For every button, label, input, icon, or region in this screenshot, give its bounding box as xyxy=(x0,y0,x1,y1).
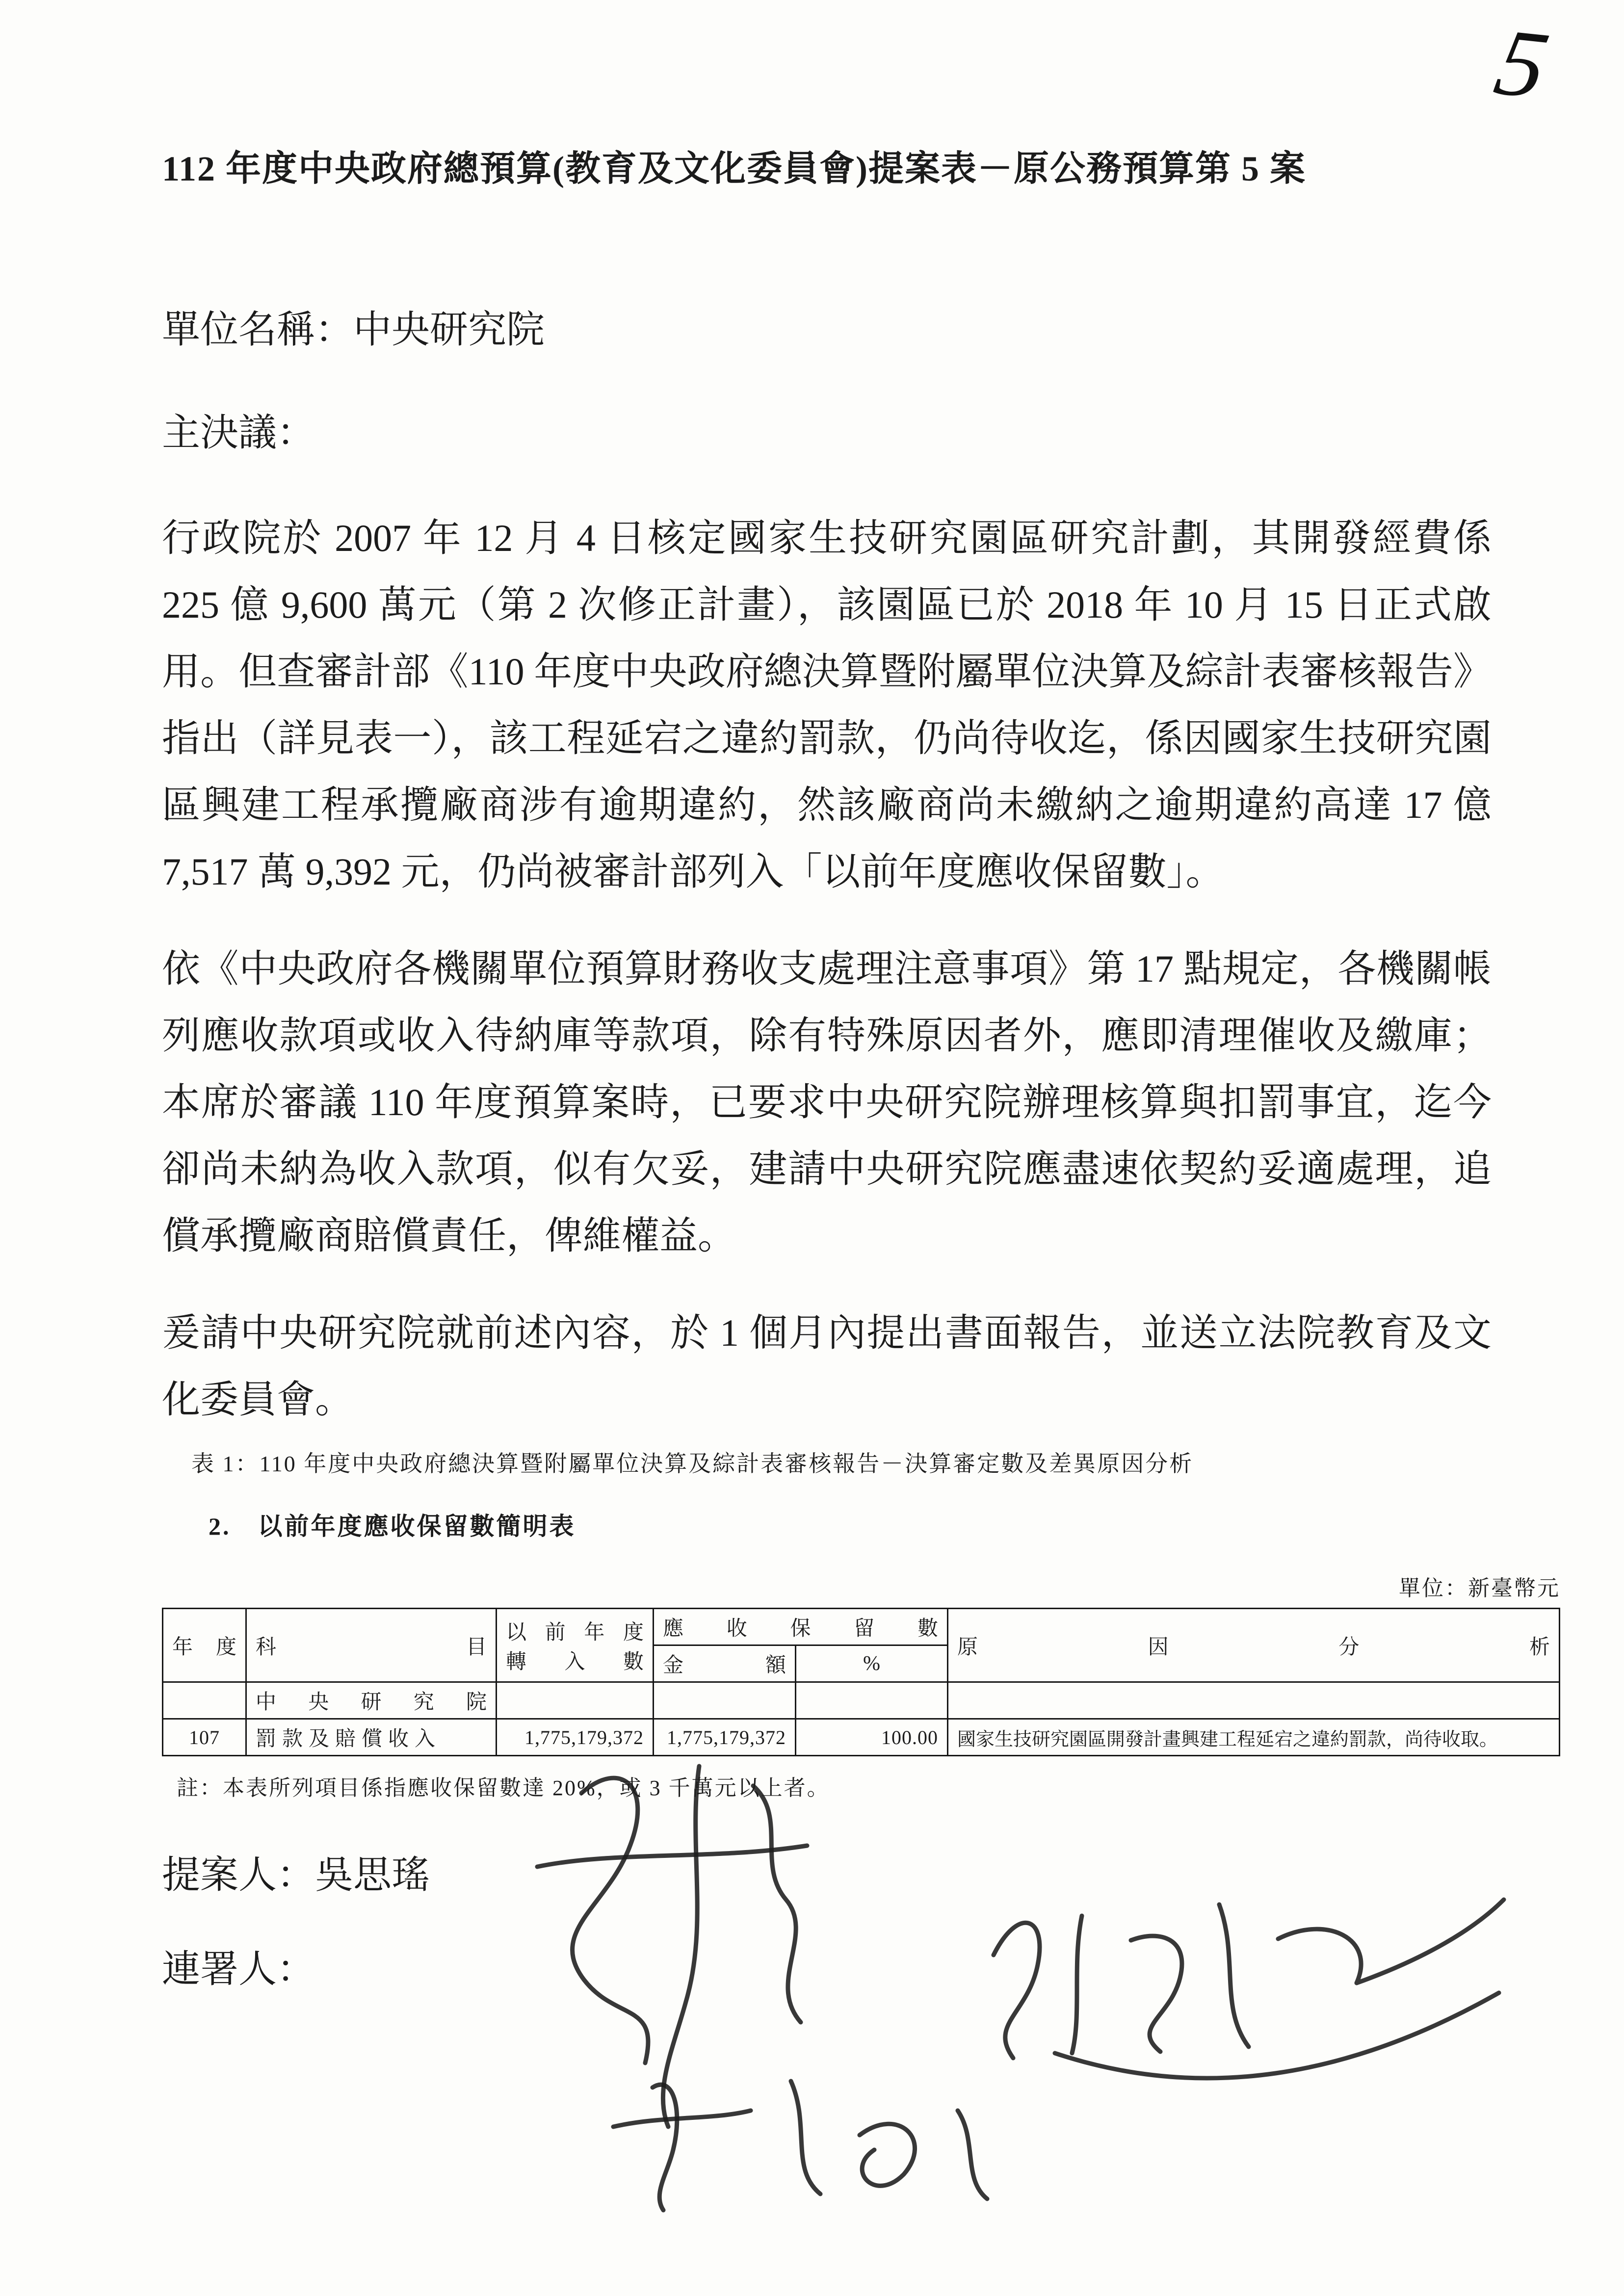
cosigner-line: 連署人： xyxy=(162,1948,315,1990)
header-percent: % xyxy=(796,1645,948,1682)
table-group-row xyxy=(163,1682,1560,1719)
resolution-heading: 主決議： xyxy=(162,411,315,454)
table-cell-empty xyxy=(163,1682,246,1719)
handwritten-page-number: 5 xyxy=(1487,9,1557,119)
cell-prev-year-amount: 1,775,179,372 xyxy=(497,1719,654,1756)
table-cell-empty xyxy=(654,1682,796,1719)
cell-account: 罰款及賠償收入 xyxy=(246,1719,497,1756)
table-section-number: 2. xyxy=(209,1513,231,1540)
unit-name: 單位名稱：中央研究院 xyxy=(162,308,545,351)
paragraph-1: 行政院於 2007 年 12 月 4 日核定國家生技研究園區研究計劃，其開發經費係 225 億 9,600 萬元（第 2 次修正計畫），該園區已於 2018 年 10 月 15 日正式啟用。但查審計部《110 年度中央政府總決算暨附屬單位決算及綜計表審核報告》指出（詳見表一），該工程延宕之違約罰款，仍尚待收迄，係因國家生技研究園區興建工程承攬廠商涉有逾期違約，然該廠商尚未繳納之逾期違約高達 17 億 7,517 萬 9,392 元，仍尚被審計部列入「以前年度應收保留數」。 xyxy=(162,517,1492,893)
group-name-cell: 中央研究院 xyxy=(246,1682,497,1719)
table-caption: 表 1：110 年度中央政府總決算暨附屬單位決算及綜計表審核報告－決算審定數及差異原因分析 xyxy=(191,1451,1194,1476)
header-year: 年度 xyxy=(163,1609,246,1682)
table-header-row-1 xyxy=(163,1609,1560,1645)
text-block xyxy=(162,140,1560,1433)
header-prev-year-amount xyxy=(497,1609,654,1682)
header-amount: 金額 xyxy=(654,1645,796,1682)
table-row xyxy=(163,1719,1560,1756)
currency-note: 單位：新臺幣元 xyxy=(1399,1576,1560,1600)
table-section-title: 以前年度應收保留數簡明表 xyxy=(258,1513,576,1540)
page-title: 112 年度中央政府總預算(教育及文化委員會)提案表－原公務預算第 5 案 xyxy=(162,149,1306,188)
header-receivable-reserved: 應收保留數 xyxy=(654,1609,948,1645)
table-cell-empty xyxy=(796,1682,948,1719)
table-cell-empty xyxy=(497,1682,654,1719)
header-account: 科目 xyxy=(246,1609,497,1682)
receivable-reserved-table xyxy=(162,1608,1560,1756)
paragraph-3: 爰請中央研究院就前述內容，於 1 個月內提出書面報告，並送立法院教育及文化委員會。 xyxy=(162,1311,1492,1421)
table-cell-empty xyxy=(948,1682,1560,1719)
header-prev-year-line1: 以前年度 xyxy=(506,1621,644,1644)
proposer-line: 提案人：吳思瑤 xyxy=(162,1853,430,1896)
cell-amount: 1,775,179,372 xyxy=(654,1719,796,1756)
table-section-heading xyxy=(209,1507,1560,1542)
paragraph-2: 依《中央政府各機關單位預算財務收支處理注意事項》第 17 點規定，各機關帳列應收款項或收入待納庫等款項，除有特殊原因者外，應即清理催收及繳庫；本席於審議 110 年度預算案時，已要求中央研究院辦理核算與扣罰事宜，迄今卻尚未納為收入款項，似有欠妥，建請中央研究院應盡速依契約妥適處理，追償承攬廠商賠償責任，俾維權益。 xyxy=(162,947,1492,1257)
table-footnote: 註：本表所列項目係指應收保留數達 20%，或 3 千萬元以上者。 xyxy=(177,1776,830,1800)
header-prev-year-line2: 轉入數 xyxy=(506,1650,644,1673)
cell-year: 107 xyxy=(163,1719,246,1756)
cell-percent: 100.00 xyxy=(796,1719,948,1756)
cell-reason: 國家生技研究園區開發計畫興建工程延宕之違約罰款，尚待收取。 xyxy=(948,1719,1560,1756)
header-reason: 原因分析 xyxy=(948,1609,1560,1682)
